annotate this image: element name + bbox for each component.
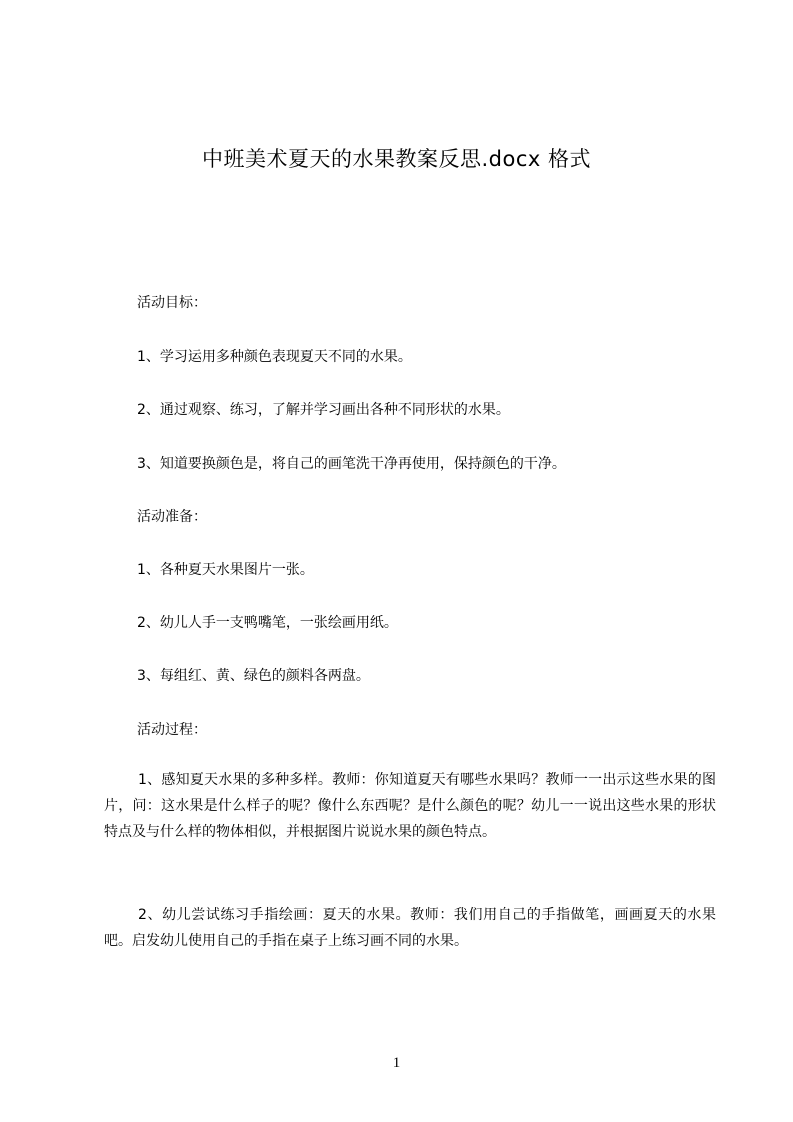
goals-heading: 活动目标： [137, 295, 207, 311]
prep-item-3: 3、每组红、黄、绿色的颜料各两盘。 [137, 668, 370, 684]
goal-item-1: 1、学习运用多种颜色表现夏天不同的水果。 [137, 349, 412, 365]
process-heading: 活动过程： [137, 722, 207, 738]
prep-item-2: 2、幼儿人手一支鸭嘴笔，一张绘画用纸。 [137, 615, 398, 631]
goal-item-2: 2、通过观察、练习，了解并学习画出各种不同形状的水果。 [137, 402, 510, 418]
goal-item-3: 3、知道要换颜色是，将自己的画笔洗干净再使用，保持颜色的干净。 [137, 456, 566, 472]
process-paragraph-1: 1、感知夏天水果的多种多样。教师：你知道夏天有哪些水果吗？教师一一出示这些水果的图片，问：这水果是什么样子的呢？像什么东西呢？是什么颜色的呢？幼儿一一说出这些水果的形状特点及与什么样的物体相似，并根据图片说说水果的颜色特点。 [104, 772, 716, 840]
page-number: 1 [392, 1055, 401, 1071]
process-paragraph-2: 2、幼儿尝试练习手指绘画：夏天的水果。教师：我们用自己的手指做笔，画画夏天的水果吧。启发幼儿使用自己的手指在桌子上练习画不同的水果。 [104, 907, 716, 949]
document-title: 中班美术夏天的水果教案反思.docx 格式 [201, 147, 591, 171]
prep-item-1: 1、各种夏天水果图片一张。 [137, 562, 314, 578]
prep-heading: 活动准备： [137, 509, 207, 525]
